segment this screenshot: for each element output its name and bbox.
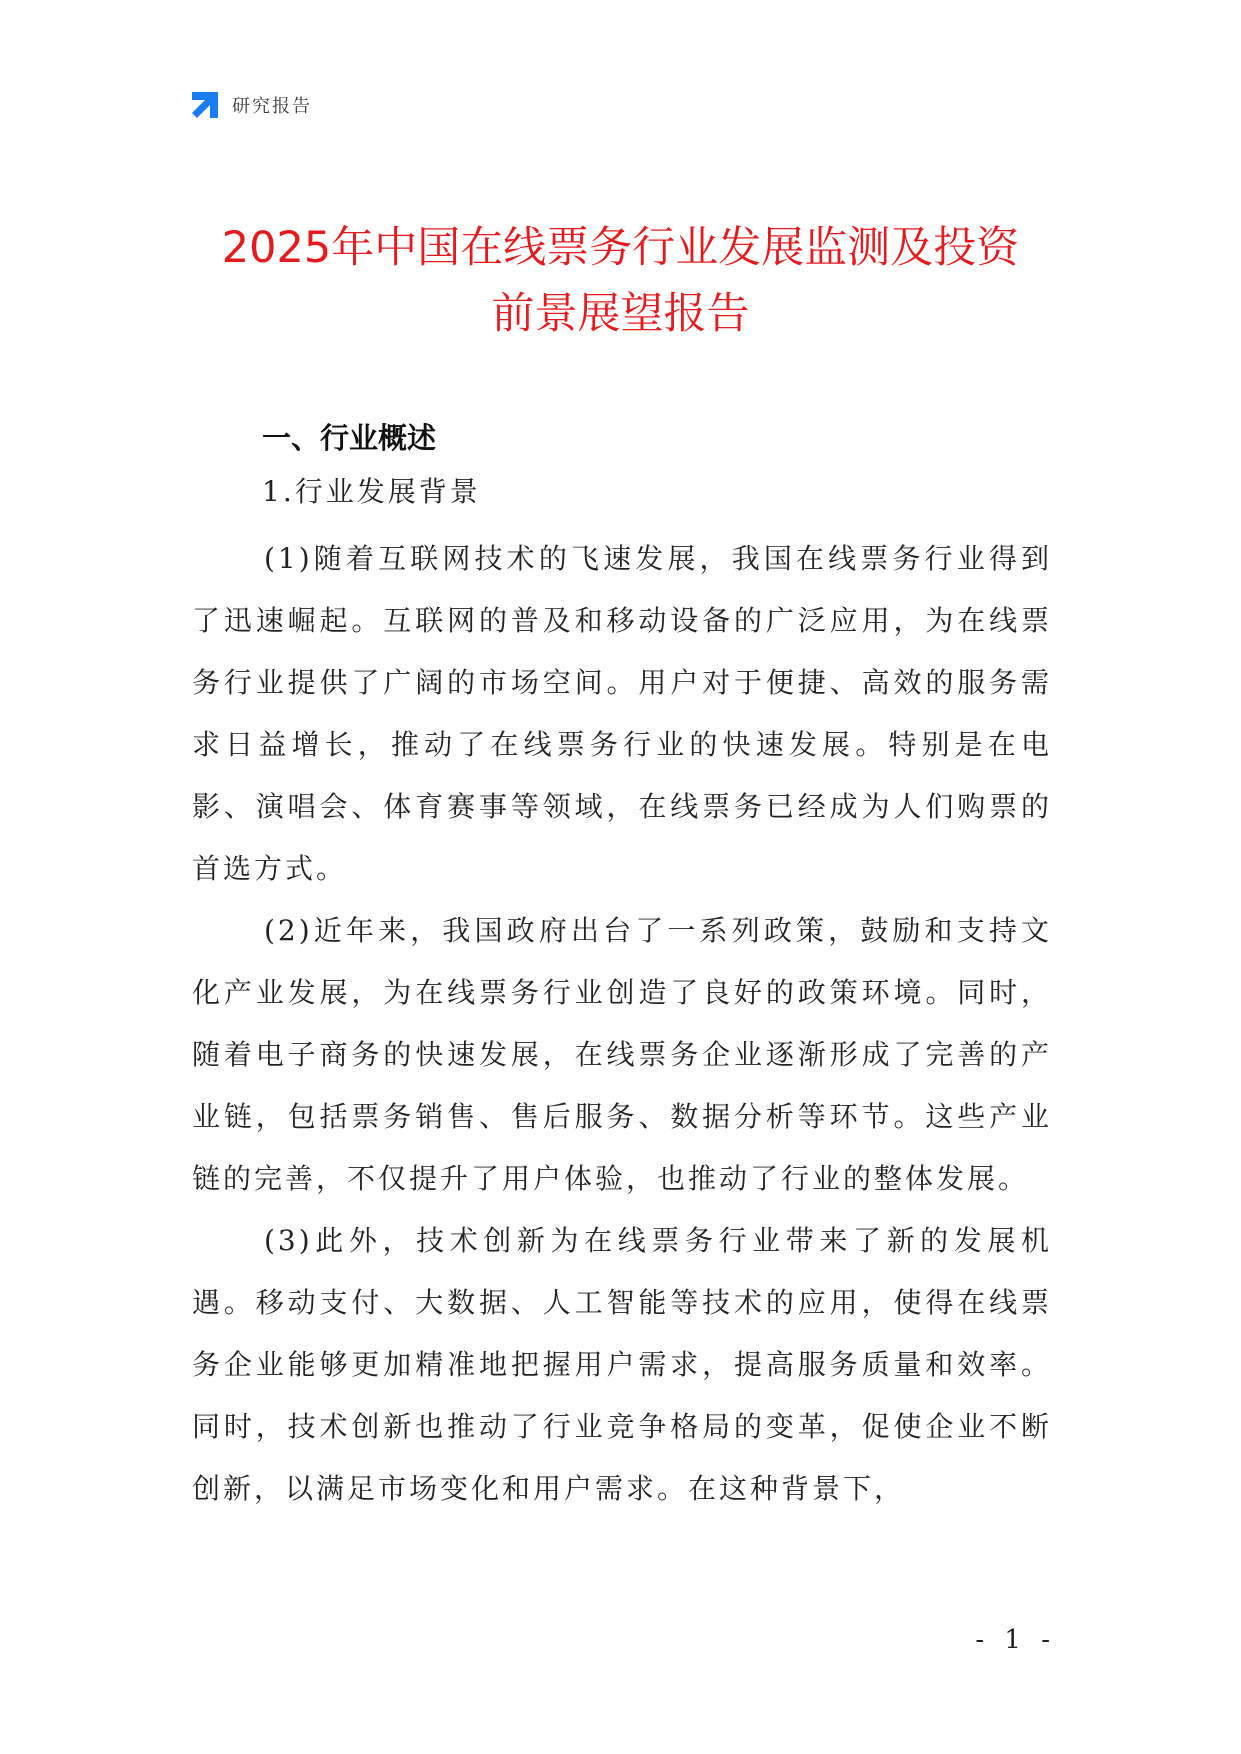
- subsection-heading: 1.行业发展背景: [262, 475, 481, 508]
- paragraph-3: (3)此外，技术创新为在线票务行业带来了新的发展机遇。移动支付、大数据、人工智能等技术的应用，使得在线票务企业能够更加精准地把握用户需求，提高服务质量和效率。同时，技术创新也推动了行业竞争格局的变革，促使企业不断创新，以满足市场变化和用户需求。在这种背景下，: [192, 1224, 1052, 1505]
- paragraph-2: (2)近年来，我国政府出台了一系列政策，鼓励和支持文化产业发展，为在线票务行业创造了良好的政策环境。同时，随着电子商务的快速发展，在线票务企业逐渐形成了完善的产业链，包括票务销售、售后服务、数据分析等环节。这些产业链的完善，不仅提升了用户体验，也推动了行业的整体发展。: [192, 914, 1052, 1195]
- section-heading: 一、行业概述: [262, 421, 437, 455]
- arrow-up-right-icon: [188, 88, 222, 122]
- header-label: 研究报告: [232, 96, 312, 117]
- page-number: - 1 -: [975, 1625, 1056, 1655]
- paragraph-1: (1)随着互联网技术的飞速发展，我国在线票务行业得到了迅速崛起。互联网的普及和移动设备的广泛应用，为在线票务行业提供了广阔的市场空间。用户对于便捷、高效的服务需求日益增长，推动了在线票务行业的快速发展。特别是在电影、演唱会、体育赛事等领域，在线票务已经成为人们购票的首选方式。: [192, 542, 1052, 885]
- report-title-line-1: 2025年中国在线票务行业发展监测及投资: [221, 223, 1020, 273]
- report-body: [192, 418, 1052, 1520]
- report-title: [150, 215, 1091, 347]
- report-header: [188, 88, 312, 122]
- report-title-line-2: 前景展望报告: [491, 289, 750, 339]
